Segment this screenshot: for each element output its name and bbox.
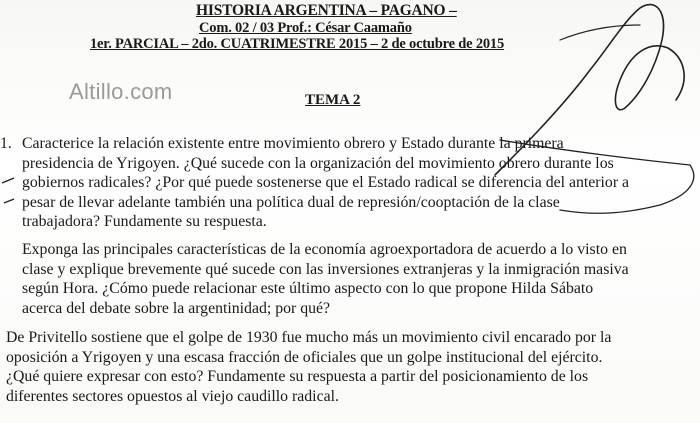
course-title: HISTORIA ARGENTINA – PAGANO – <box>196 2 457 19</box>
signature-stroke <box>560 25 640 40</box>
question-line: trabajadora? Fundamente su respuesta. <box>22 213 267 230</box>
question-1 <box>0 134 688 232</box>
question-number: 1. <box>0 135 12 152</box>
question-line: Caracterice la relación existente entre movimiento obrero y Estado durante la primera <box>22 135 564 152</box>
question-line: diferentes sectores opuestos al viejo caudillo radical. <box>6 387 339 405</box>
question-line: clase y explique brevemente qué sucede con las inversiones extranjeras y la inmigración masiva <box>22 260 629 278</box>
question-3 <box>0 328 692 406</box>
watermark: Altillo.com <box>69 79 173 104</box>
exam-date-line: 1er. PARCIAL – 2do. CUATRIMESTRE 2015 – 2 de octubre de 2015 <box>90 36 505 52</box>
question-line: presidencia de Yrigoyen. ¿Qué sucede con la organización del movimiento obrero durante los <box>22 154 614 172</box>
question-2 <box>0 240 688 318</box>
question-line: Exponga las principales características de la economía agroexportadora de acuerdo a lo visto en <box>22 241 627 258</box>
question-line: oposición a Yrigoyen y una escasa fracción de oficiales que un golpe institucional del ejército. <box>6 348 603 366</box>
commission-professor: Com. 02 / 03 Prof.: César Caamaño <box>199 20 412 36</box>
question-line: según Hora. ¿Cómo puede relacionar este último aspecto con lo que propone Hilda Sábato <box>22 280 594 297</box>
question-line: De Privitello sostiene que el golpe de 1930 fue mucho más un movimiento civil encarado por la <box>6 329 612 346</box>
question-line: acerca del debate sobre la argentinidad; por qué? <box>22 299 331 317</box>
question-line: gobiernos radicales? ¿Por qué puede sostenerse que el Estado radical se diferencia del anterior a <box>22 174 630 191</box>
question-line: pesar de llevar adelante también una política dual de represión/cooptación de la clase <box>22 193 560 211</box>
tema-heading: TEMA 2 <box>305 92 361 108</box>
question-line: ¿Qué quiere expresar con esto? Fundamente su respuesta a partir del posicionamiento de los <box>6 368 589 385</box>
